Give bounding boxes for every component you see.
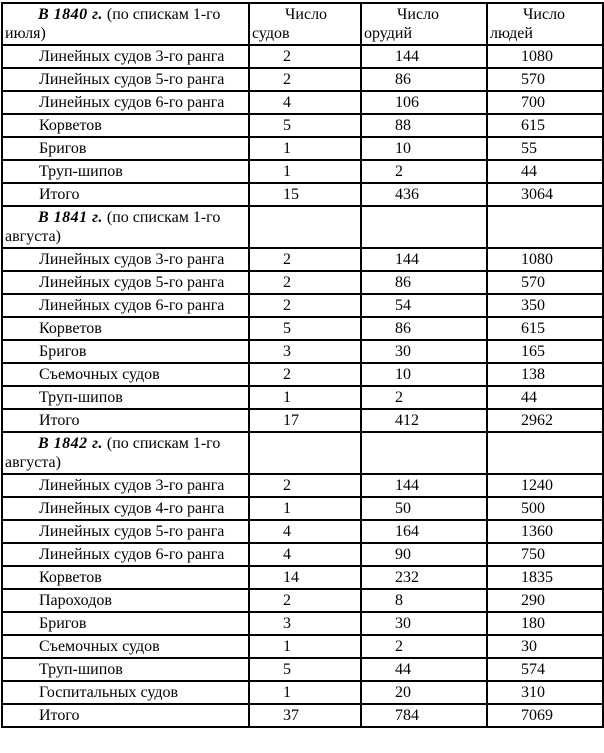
men-count-cell: 30: [487, 635, 603, 658]
table-row: [2, 681, 603, 704]
men-count-cell: 44: [487, 160, 603, 183]
table-row: [2, 294, 603, 317]
table-row: [2, 340, 603, 363]
men-count-cell: 310: [487, 681, 603, 704]
ships-count-cell: 3: [249, 612, 361, 635]
guns-count-cell: 412: [361, 409, 487, 432]
guns-count-cell: 784: [361, 704, 487, 727]
guns-count-cell: 30: [361, 340, 487, 363]
ships-count-cell: 1: [249, 386, 361, 409]
guns-count-cell: 144: [361, 474, 487, 497]
section-title-note: (по спискам 1-го августа): [5, 435, 221, 471]
guns-count-cell: 50: [361, 497, 487, 520]
ship-type-cell: Линейных судов 3-го ранга: [2, 45, 249, 68]
table-row: [2, 137, 603, 160]
table-row: [2, 589, 603, 612]
section-title-row: [2, 3, 603, 45]
guns-count-cell: 86: [361, 317, 487, 340]
table-row: [2, 497, 603, 520]
guns-count-cell: 44: [361, 658, 487, 681]
guns-count-cell: 20: [361, 681, 487, 704]
men-count-cell: 700: [487, 91, 603, 114]
ship-type-cell: Труп-шипов: [2, 658, 249, 681]
guns-count-cell: 10: [361, 363, 487, 386]
section-year-label: В 1840 г.: [38, 6, 103, 23]
men-count-cell: 180: [487, 612, 603, 635]
section-title-row: [2, 432, 603, 474]
men-count-cell: 1240: [487, 474, 603, 497]
section-title-cell: [2, 432, 249, 474]
column-header-cell: [249, 432, 361, 474]
guns-count-cell: 86: [361, 271, 487, 294]
section-year-label: В 1842 г.: [38, 435, 103, 452]
ships-count-cell: 1: [249, 681, 361, 704]
men-count-cell: 574: [487, 658, 603, 681]
guns-count-cell: 88: [361, 114, 487, 137]
ships-count-cell: 2: [249, 363, 361, 386]
ship-type-cell: Линейных судов 3-го ранга: [2, 474, 249, 497]
table-row: [2, 635, 603, 658]
section-title-row: [2, 206, 603, 248]
ship-type-cell: Труп-шипов: [2, 160, 249, 183]
ships-count-cell: 4: [249, 520, 361, 543]
ship-type-cell: Линейных судов 3-го ранга: [2, 248, 249, 271]
table-row: [2, 45, 603, 68]
guns-count-cell: 2: [361, 635, 487, 658]
guns-count-cell: 30: [361, 612, 487, 635]
document-page: [0, 2, 604, 753]
ships-count-cell: 14: [249, 566, 361, 589]
ship-type-cell: Бригов: [2, 340, 249, 363]
table-row: [2, 612, 603, 635]
table-row: [2, 520, 603, 543]
ship-type-cell: Корветов: [2, 566, 249, 589]
ships-count-cell: 15: [249, 183, 361, 206]
column-header-cell: [487, 206, 603, 248]
section-title-note: (по спискам 1-го июля): [5, 6, 221, 42]
ship-type-cell: Линейных судов 6-го ранга: [2, 91, 249, 114]
guns-count-cell: 106: [361, 91, 487, 114]
ship-type-cell: Корветов: [2, 317, 249, 340]
column-header-cell: Число судов: [249, 3, 361, 45]
men-count-cell: 55: [487, 137, 603, 160]
men-count-cell: 1835: [487, 566, 603, 589]
section-title-note: (по спискам 1-го августа): [5, 209, 221, 245]
column-header-cell: [249, 206, 361, 248]
guns-count-cell: 10: [361, 137, 487, 160]
table-row: [2, 114, 603, 137]
ships-count-cell: 1: [249, 497, 361, 520]
ship-type-cell: Съемочных судов: [2, 363, 249, 386]
ship-type-cell: Итого: [2, 704, 249, 727]
fleet-composition-table: [1, 2, 604, 728]
ships-count-cell: 1: [249, 635, 361, 658]
table-row: [2, 386, 603, 409]
guns-count-cell: 8: [361, 589, 487, 612]
ships-count-cell: 4: [249, 543, 361, 566]
ship-type-cell: Труп-шипов: [2, 386, 249, 409]
ships-count-cell: 2: [249, 271, 361, 294]
guns-count-cell: 144: [361, 248, 487, 271]
ship-type-cell: Корветов: [2, 114, 249, 137]
table-row: [2, 363, 603, 386]
table-row: [2, 566, 603, 589]
ships-count-cell: 5: [249, 317, 361, 340]
men-count-cell: 350: [487, 294, 603, 317]
ship-type-cell: Итого: [2, 409, 249, 432]
guns-count-cell: 164: [361, 520, 487, 543]
table-row: [2, 91, 603, 114]
column-header-cell: [361, 432, 487, 474]
ships-count-cell: 3: [249, 340, 361, 363]
guns-count-cell: 2: [361, 160, 487, 183]
men-count-cell: 165: [487, 340, 603, 363]
men-count-cell: 1080: [487, 45, 603, 68]
men-count-cell: 44: [487, 386, 603, 409]
ships-count-cell: 2: [249, 589, 361, 612]
ship-type-cell: Линейных судов 5-го ранга: [2, 520, 249, 543]
men-count-cell: 570: [487, 68, 603, 91]
table-row: [2, 543, 603, 566]
ships-count-cell: 2: [249, 294, 361, 317]
men-count-cell: 138: [487, 363, 603, 386]
table-row: [2, 409, 603, 432]
men-count-cell: 615: [487, 114, 603, 137]
men-count-cell: 1080: [487, 248, 603, 271]
table-row: [2, 271, 603, 294]
guns-count-cell: 2: [361, 386, 487, 409]
ships-count-cell: 4: [249, 91, 361, 114]
table-row: [2, 658, 603, 681]
table-row: [2, 704, 603, 727]
men-count-cell: 570: [487, 271, 603, 294]
ship-type-cell: Госпитальных судов: [2, 681, 249, 704]
guns-count-cell: 90: [361, 543, 487, 566]
ships-count-cell: 17: [249, 409, 361, 432]
men-count-cell: 750: [487, 543, 603, 566]
men-count-cell: 7069: [487, 704, 603, 727]
column-header-cell: [487, 432, 603, 474]
men-count-cell: 290: [487, 589, 603, 612]
guns-count-cell: 436: [361, 183, 487, 206]
table-row: [2, 248, 603, 271]
ships-count-cell: 37: [249, 704, 361, 727]
table-row: [2, 474, 603, 497]
guns-count-cell: 144: [361, 45, 487, 68]
column-header-cell: Число людей: [487, 3, 603, 45]
ship-type-cell: Линейных судов 6-го ранга: [2, 294, 249, 317]
ships-count-cell: 2: [249, 45, 361, 68]
table-row: [2, 183, 603, 206]
ships-count-cell: 1: [249, 137, 361, 160]
table-row: [2, 68, 603, 91]
ships-count-cell: 2: [249, 474, 361, 497]
column-header-cell: Число орудий: [361, 3, 487, 45]
ships-count-cell: 1: [249, 160, 361, 183]
ships-count-cell: 2: [249, 68, 361, 91]
ship-type-cell: Съемочных судов: [2, 635, 249, 658]
ship-type-cell: Линейных судов 6-го ранга: [2, 543, 249, 566]
men-count-cell: 3064: [487, 183, 603, 206]
ship-type-cell: Бригов: [2, 612, 249, 635]
guns-count-cell: 54: [361, 294, 487, 317]
section-year-label: В 1841 г.: [38, 209, 103, 226]
table-row: [2, 160, 603, 183]
men-count-cell: 2962: [487, 409, 603, 432]
ships-count-cell: 2: [249, 248, 361, 271]
guns-count-cell: 232: [361, 566, 487, 589]
table-row: [2, 317, 603, 340]
ships-count-cell: 5: [249, 658, 361, 681]
guns-count-cell: 86: [361, 68, 487, 91]
ship-type-cell: Пароходов: [2, 589, 249, 612]
ship-type-cell: Линейных судов 5-го ранга: [2, 68, 249, 91]
section-title-cell: [2, 206, 249, 248]
ship-type-cell: Итого: [2, 183, 249, 206]
column-header-cell: [361, 206, 487, 248]
men-count-cell: 1360: [487, 520, 603, 543]
ships-count-cell: 5: [249, 114, 361, 137]
men-count-cell: 615: [487, 317, 603, 340]
ship-type-cell: Линейных судов 4-го ранга: [2, 497, 249, 520]
table-body: [2, 3, 603, 727]
ship-type-cell: Линейных судов 5-го ранга: [2, 271, 249, 294]
men-count-cell: 500: [487, 497, 603, 520]
ship-type-cell: Бригов: [2, 137, 249, 160]
section-title-cell: [2, 3, 249, 45]
